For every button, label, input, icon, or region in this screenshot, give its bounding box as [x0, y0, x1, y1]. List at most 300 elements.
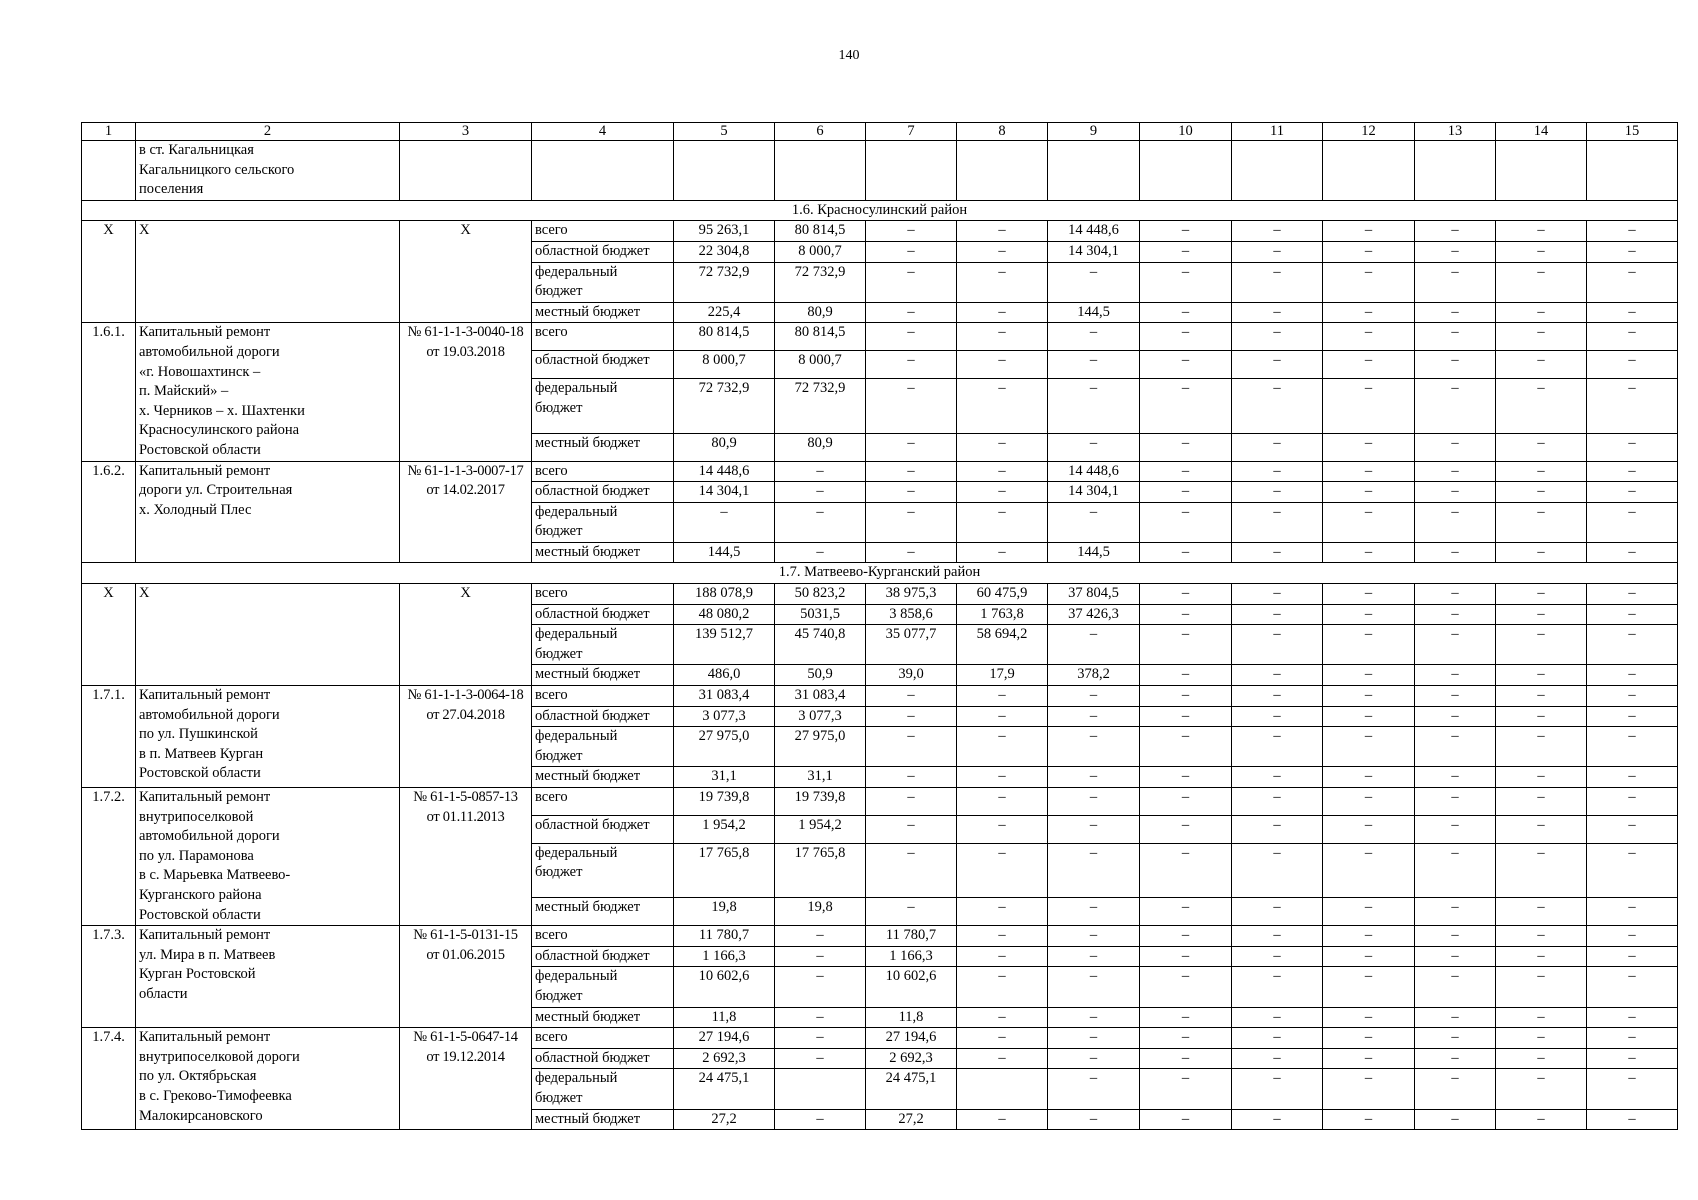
- funding-source-text: всего: [535, 462, 568, 479]
- value-cell: 45 740,8: [775, 625, 866, 665]
- value-cell: –: [1496, 1069, 1587, 1109]
- value-cell: 50 823,2: [775, 584, 866, 605]
- value-cell: –: [1232, 241, 1323, 262]
- value-cell: –: [866, 686, 957, 707]
- value-cell: –: [1415, 727, 1496, 767]
- table-row: [82, 926, 1678, 947]
- value-cell: 27,2: [674, 1109, 775, 1130]
- value-cell: –: [1140, 788, 1232, 816]
- value-cell: –: [1140, 351, 1232, 379]
- item-number-text: 1.6.2.: [92, 462, 125, 479]
- value-cell: –: [1232, 665, 1323, 686]
- value-cell: 80 814,5: [674, 323, 775, 351]
- funding-source: [532, 221, 674, 242]
- value-cell: –: [1232, 502, 1323, 542]
- value-cell: –: [1232, 584, 1323, 605]
- object-name: [136, 926, 400, 1028]
- value-cell: –: [1415, 1007, 1496, 1028]
- expertise-number: [400, 1028, 532, 1130]
- value-cell: –: [1496, 482, 1587, 503]
- table-row: [82, 1028, 1678, 1049]
- value-cell: 8 000,7: [775, 241, 866, 262]
- value-cell: –: [775, 946, 866, 967]
- value-cell: –: [1587, 502, 1678, 542]
- item-number: [82, 788, 136, 926]
- value-cell: –: [1496, 262, 1587, 302]
- value-cell: –: [1496, 625, 1587, 665]
- value-cell: –: [1048, 926, 1140, 947]
- funding-source: [532, 665, 674, 686]
- value-cell: –: [1323, 433, 1415, 461]
- value-cell: –: [1323, 665, 1415, 686]
- column-header: 6: [775, 123, 866, 141]
- table-row: [82, 584, 1678, 605]
- value-cell: –: [1587, 898, 1678, 926]
- value-cell: –: [866, 241, 957, 262]
- value-cell: –: [1587, 604, 1678, 625]
- funding-source: [532, 379, 674, 433]
- value-cell: –: [1587, 967, 1678, 1007]
- value-cell: –: [1232, 542, 1323, 563]
- value-cell: –: [1323, 1109, 1415, 1130]
- value-cell: –: [1232, 788, 1323, 816]
- value-cell: –: [1415, 1069, 1496, 1109]
- value-cell: 31 083,4: [775, 686, 866, 707]
- value-cell: –: [1140, 433, 1232, 461]
- value-cell: 80 814,5: [775, 323, 866, 351]
- value-cell: –: [1048, 323, 1140, 351]
- column-header: 15: [1587, 123, 1678, 141]
- value-cell: –: [1415, 1028, 1496, 1049]
- funding-source: [532, 323, 674, 351]
- value-cell: 2 692,3: [674, 1048, 775, 1069]
- value-cell: –: [1232, 967, 1323, 1007]
- value-cell: 378,2: [1048, 665, 1140, 686]
- value-cell: –: [1232, 351, 1323, 379]
- value-cell: –: [1323, 686, 1415, 707]
- empty-cell: [1140, 141, 1232, 201]
- value-cell: –: [1323, 946, 1415, 967]
- value-cell: 2 692,3: [866, 1048, 957, 1069]
- value-cell: –: [1587, 433, 1678, 461]
- value-cell: –: [1323, 584, 1415, 605]
- value-cell: 48 080,2: [674, 604, 775, 625]
- funding-source: [532, 946, 674, 967]
- value-cell: –: [1415, 686, 1496, 707]
- value-cell: 27,2: [866, 1109, 957, 1130]
- value-cell: –: [1323, 1048, 1415, 1069]
- value-cell: 19,8: [775, 898, 866, 926]
- value-cell: –: [1140, 1028, 1232, 1049]
- value-cell: –: [1415, 323, 1496, 351]
- column-header: 8: [957, 123, 1048, 141]
- continuation-object-name-text: в ст. Кагальницкая Кагальницкого сельского поселения: [139, 142, 295, 198]
- value-cell: –: [1140, 461, 1232, 482]
- object-name-text: Капитальный ремонт дороги ул. Строительная х. Холодный Плес: [139, 462, 293, 518]
- value-cell: 72 732,9: [674, 262, 775, 302]
- value-cell: –: [1232, 946, 1323, 967]
- funding-source-text: местный бюджет: [535, 303, 641, 320]
- item-number-text: 1.7.1.: [92, 687, 125, 704]
- value-cell: –: [1496, 604, 1587, 625]
- value-cell: –: [1587, 482, 1678, 503]
- funding-source: [532, 1048, 674, 1069]
- value-cell: –: [1140, 686, 1232, 707]
- value-cell: –: [866, 502, 957, 542]
- value-cell: 11 780,7: [674, 926, 775, 947]
- funding-source: [532, 706, 674, 727]
- funding-source-text: областной бюджет: [535, 1049, 650, 1066]
- value-cell: [775, 1069, 866, 1109]
- value-cell: –: [1415, 461, 1496, 482]
- empty-cell: [1323, 141, 1415, 201]
- value-cell: –: [1587, 379, 1678, 433]
- value-cell: 5031,5: [775, 604, 866, 625]
- value-cell: –: [1048, 502, 1140, 542]
- value-cell: –: [1140, 706, 1232, 727]
- value-cell: –: [957, 351, 1048, 379]
- value-cell: –: [1415, 926, 1496, 947]
- value-cell: –: [957, 946, 1048, 967]
- value-cell: 24 475,1: [866, 1069, 957, 1109]
- value-cell: –: [1323, 926, 1415, 947]
- funding-source: [532, 351, 674, 379]
- value-cell: 14 304,1: [1048, 482, 1140, 503]
- value-cell: –: [1232, 221, 1323, 242]
- funding-source: [532, 1007, 674, 1028]
- value-cell: –: [1587, 584, 1678, 605]
- funding-source-text: федеральный бюджет: [535, 380, 618, 416]
- value-cell: –: [1232, 302, 1323, 323]
- value-cell: –: [957, 502, 1048, 542]
- value-cell: 27 194,6: [866, 1028, 957, 1049]
- item-number: [82, 221, 136, 323]
- value-cell: 58 694,2: [957, 625, 1048, 665]
- value-cell: –: [1323, 843, 1415, 897]
- empty-cell: [866, 141, 957, 201]
- expertise-number: [400, 461, 532, 563]
- object-name-text: Капитальный ремонт автомобильной дороги по ул. Пушкинской в п. Матвеев Курган Ростовской области: [139, 687, 280, 782]
- value-cell: –: [1587, 241, 1678, 262]
- value-cell: 80 814,5: [775, 221, 866, 242]
- value-cell: 19,8: [674, 898, 775, 926]
- funding-source: [532, 815, 674, 843]
- value-cell: –: [1140, 323, 1232, 351]
- funding-source-text: федеральный бюджет: [535, 626, 618, 662]
- value-cell: –: [1048, 843, 1140, 897]
- value-cell: –: [1048, 727, 1140, 767]
- value-cell: –: [1232, 1007, 1323, 1028]
- funding-source-text: местный бюджет: [535, 666, 641, 683]
- value-cell: –: [957, 1028, 1048, 1049]
- value-cell: –: [957, 262, 1048, 302]
- value-cell: 14 448,6: [674, 461, 775, 482]
- page-number: 140: [838, 48, 860, 63]
- expertise-number: [400, 221, 532, 323]
- empty-cell: [82, 141, 136, 201]
- value-cell: –: [1496, 1028, 1587, 1049]
- value-cell: 37 426,3: [1048, 604, 1140, 625]
- value-cell: –: [1496, 946, 1587, 967]
- value-cell: –: [1415, 967, 1496, 1007]
- value-cell: –: [1587, 1069, 1678, 1109]
- value-cell: 11,8: [866, 1007, 957, 1028]
- value-cell: 11 780,7: [866, 926, 957, 947]
- value-cell: –: [957, 221, 1048, 242]
- object-name: [136, 221, 400, 323]
- funding-source: [532, 502, 674, 542]
- value-cell: –: [1140, 1048, 1232, 1069]
- table-row: [82, 461, 1678, 482]
- value-cell: –: [1323, 767, 1415, 788]
- funding-source-text: всего: [535, 585, 568, 602]
- value-cell: 19 739,8: [674, 788, 775, 816]
- value-cell: –: [775, 1007, 866, 1028]
- funding-source-text: всего: [535, 222, 568, 239]
- value-cell: –: [1587, 788, 1678, 816]
- funding-source: [532, 625, 674, 665]
- value-cell: –: [1415, 946, 1496, 967]
- value-cell: –: [1323, 262, 1415, 302]
- value-cell: –: [1232, 686, 1323, 707]
- value-cell: –: [1496, 542, 1587, 563]
- funding-source-text: всего: [535, 687, 568, 704]
- value-cell: –: [1496, 843, 1587, 897]
- value-cell: –: [866, 767, 957, 788]
- value-cell: 1 763,8: [957, 604, 1048, 625]
- value-cell: –: [775, 502, 866, 542]
- value-cell: 31,1: [775, 767, 866, 788]
- value-cell: –: [1232, 843, 1323, 897]
- expertise-number-text: № 61-1-1-3-0064-18 от 27.04.2018: [407, 687, 524, 723]
- funding-source: [532, 1028, 674, 1049]
- value-cell: –: [1140, 946, 1232, 967]
- funding-source: [532, 241, 674, 262]
- value-cell: –: [1048, 1109, 1140, 1130]
- value-cell: 31,1: [674, 767, 775, 788]
- column-header: 2: [136, 123, 400, 141]
- value-cell: –: [1048, 1069, 1140, 1109]
- empty-cell: [1496, 141, 1587, 201]
- value-cell: –: [1323, 815, 1415, 843]
- funding-source: [532, 788, 674, 816]
- column-header-row: [82, 123, 1678, 141]
- value-cell: –: [1048, 1007, 1140, 1028]
- object-name-text: Капитальный ремонт ул. Мира в п. Матвеев Курган Ростовской области: [139, 927, 276, 1002]
- value-cell: –: [1140, 727, 1232, 767]
- value-cell: –: [775, 1048, 866, 1069]
- funding-source: [532, 1069, 674, 1109]
- expertise-number: [400, 926, 532, 1028]
- value-cell: –: [1587, 302, 1678, 323]
- value-cell: 1 954,2: [775, 815, 866, 843]
- value-cell: –: [1048, 625, 1140, 665]
- value-cell: –: [1496, 461, 1587, 482]
- value-cell: –: [1587, 461, 1678, 482]
- value-cell: –: [1587, 946, 1678, 967]
- value-cell: –: [1496, 241, 1587, 262]
- value-cell: –: [1496, 665, 1587, 686]
- value-cell: –: [1323, 1028, 1415, 1049]
- value-cell: –: [1140, 843, 1232, 897]
- value-cell: 139 512,7: [674, 625, 775, 665]
- value-cell: –: [1232, 379, 1323, 433]
- value-cell: 17,9: [957, 665, 1048, 686]
- value-cell: –: [957, 967, 1048, 1007]
- value-cell: –: [674, 502, 775, 542]
- value-cell: 50,9: [775, 665, 866, 686]
- value-cell: 39,0: [866, 665, 957, 686]
- value-cell: –: [1323, 241, 1415, 262]
- funding-source-text: федеральный бюджет: [535, 263, 618, 300]
- value-cell: 8 000,7: [775, 351, 866, 379]
- object-name-text: Капитальный ремонт внутрипоселковой дороги по ул. Октябрьская в с. Греково-Тимофеевка Малокирсановского: [139, 1029, 300, 1124]
- item-number-text: 1.7.2.: [92, 789, 125, 805]
- funding-source: [532, 926, 674, 947]
- value-cell: –: [1140, 1109, 1232, 1130]
- value-cell: –: [957, 706, 1048, 727]
- value-cell: –: [1232, 323, 1323, 351]
- value-cell: –: [957, 926, 1048, 947]
- expertise-number-text: № 61-1-5-0647-14 от 19.12.2014: [413, 1029, 518, 1065]
- value-cell: –: [1140, 584, 1232, 605]
- funding-source: [532, 843, 674, 897]
- value-cell: –: [1496, 788, 1587, 816]
- value-cell: 27 975,0: [674, 727, 775, 767]
- value-cell: –: [1232, 604, 1323, 625]
- value-cell: –: [866, 379, 957, 433]
- value-cell: 72 732,9: [674, 379, 775, 433]
- funding-source-text: областной бюджет: [535, 947, 650, 964]
- funding-source: [532, 482, 674, 503]
- value-cell: –: [1323, 706, 1415, 727]
- value-cell: –: [866, 482, 957, 503]
- value-cell: –: [775, 1109, 866, 1130]
- value-cell: –: [1587, 1007, 1678, 1028]
- value-cell: –: [1496, 706, 1587, 727]
- value-cell: –: [1496, 727, 1587, 767]
- funding-source: [532, 584, 674, 605]
- column-header: 10: [1140, 123, 1232, 141]
- value-cell: –: [1048, 967, 1140, 1007]
- object-name: [136, 461, 400, 563]
- value-cell: –: [1323, 351, 1415, 379]
- value-cell: –: [957, 1109, 1048, 1130]
- column-header: 12: [1323, 123, 1415, 141]
- value-cell: 35 077,7: [866, 625, 957, 665]
- value-cell: –: [1496, 1048, 1587, 1069]
- expertise-number: [400, 323, 532, 461]
- value-cell: –: [1140, 1069, 1232, 1109]
- value-cell: –: [1496, 351, 1587, 379]
- value-cell: –: [1415, 843, 1496, 897]
- value-cell: –: [1232, 625, 1323, 665]
- value-cell: –: [1415, 898, 1496, 926]
- object-name: [136, 584, 400, 686]
- value-cell: –: [1496, 502, 1587, 542]
- value-cell: 17 765,8: [674, 843, 775, 897]
- value-cell: 11,8: [674, 1007, 775, 1028]
- funding-source-text: федеральный бюджет: [535, 728, 618, 764]
- value-cell: 80,9: [775, 433, 866, 461]
- value-cell: –: [1140, 482, 1232, 503]
- value-cell: 95 263,1: [674, 221, 775, 242]
- value-cell: –: [1140, 262, 1232, 302]
- value-cell: –: [1323, 461, 1415, 482]
- value-cell: –: [1415, 584, 1496, 605]
- value-cell: –: [775, 926, 866, 947]
- value-cell: –: [1587, 221, 1678, 242]
- value-cell: –: [1048, 946, 1140, 967]
- value-cell: –: [1232, 262, 1323, 302]
- value-cell: –: [1496, 686, 1587, 707]
- empty-cell: [674, 141, 775, 201]
- expertise-number-text: № 61-1-1-3-0007-17 от 14.02.2017: [407, 462, 524, 499]
- value-cell: –: [957, 898, 1048, 926]
- value-cell: –: [957, 461, 1048, 482]
- funding-source-text: областной бюджет: [535, 483, 650, 500]
- value-cell: –: [957, 686, 1048, 707]
- value-cell: 17 765,8: [775, 843, 866, 897]
- item-number-text: Х: [103, 222, 114, 239]
- funding-source: [532, 604, 674, 625]
- value-cell: –: [1323, 788, 1415, 816]
- value-cell: –: [1415, 221, 1496, 242]
- value-cell: 1 166,3: [866, 946, 957, 967]
- value-cell: –: [1323, 379, 1415, 433]
- funding-table: [81, 122, 1678, 1130]
- value-cell: –: [1587, 706, 1678, 727]
- value-cell: –: [1415, 1048, 1496, 1069]
- column-header: 13: [1415, 123, 1496, 141]
- continuation-row: [82, 141, 1678, 201]
- funding-source-text: местный бюджет: [535, 543, 641, 560]
- value-cell: –: [1415, 665, 1496, 686]
- value-cell: –: [1323, 727, 1415, 767]
- value-cell: –: [957, 1048, 1048, 1069]
- value-cell: 3 077,3: [775, 706, 866, 727]
- value-cell: –: [1323, 967, 1415, 1007]
- item-number-text: Х: [103, 585, 114, 602]
- value-cell: –: [1323, 221, 1415, 242]
- value-cell: –: [775, 542, 866, 563]
- value-cell: –: [866, 433, 957, 461]
- value-cell: –: [1048, 379, 1140, 433]
- value-cell: –: [1140, 767, 1232, 788]
- value-cell: –: [1048, 788, 1140, 816]
- value-cell: –: [1232, 1109, 1323, 1130]
- value-cell: –: [1415, 604, 1496, 625]
- value-cell: –: [1232, 727, 1323, 767]
- funding-source-text: местный бюджет: [535, 1008, 641, 1025]
- value-cell: 72 732,9: [775, 262, 866, 302]
- empty-cell: [400, 141, 532, 201]
- value-cell: –: [1415, 502, 1496, 542]
- value-cell: –: [1048, 433, 1140, 461]
- item-number-text: 1.6.1.: [92, 324, 125, 341]
- value-cell: –: [866, 542, 957, 563]
- value-cell: –: [1587, 843, 1678, 897]
- value-cell: –: [957, 323, 1048, 351]
- value-cell: –: [866, 898, 957, 926]
- value-cell: –: [1496, 1109, 1587, 1130]
- value-cell: –: [1587, 686, 1678, 707]
- value-cell: 1 166,3: [674, 946, 775, 967]
- value-cell: 80,9: [674, 433, 775, 461]
- value-cell: –: [866, 706, 957, 727]
- value-cell: –: [1232, 815, 1323, 843]
- value-cell: 27 975,0: [775, 727, 866, 767]
